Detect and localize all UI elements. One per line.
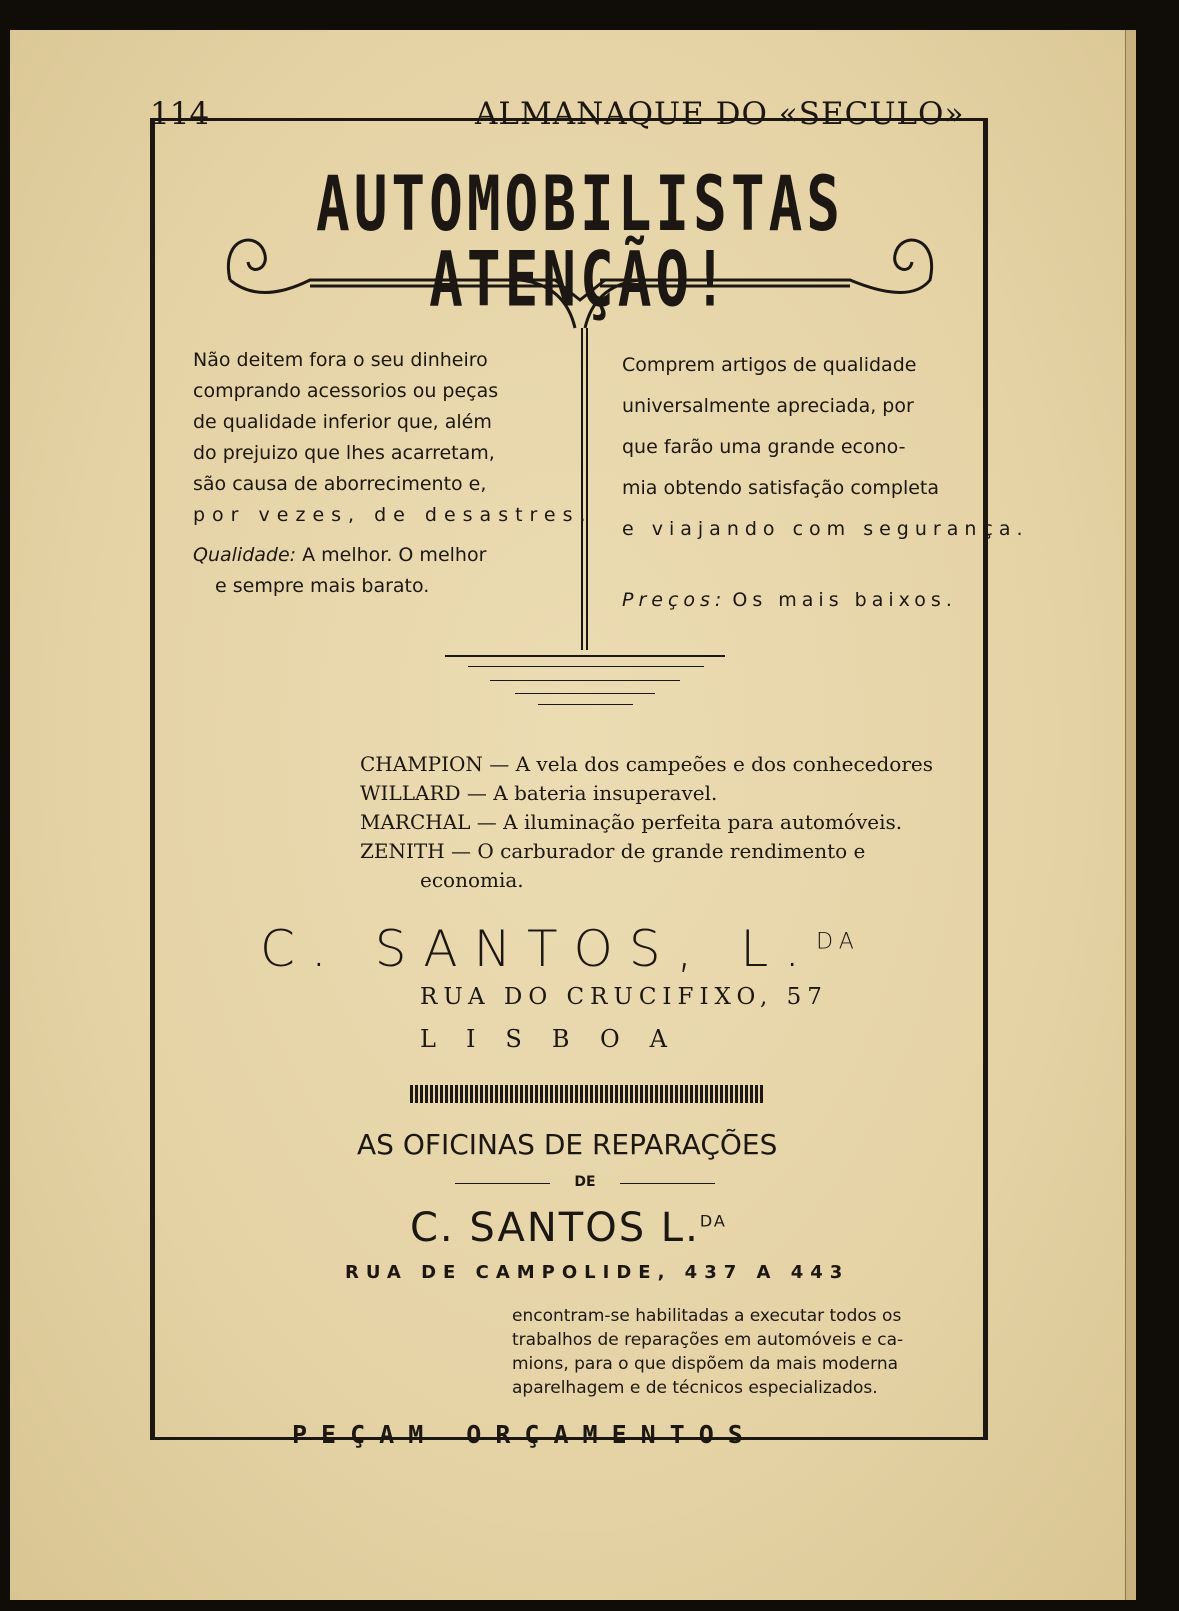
company-name — [260, 920, 900, 978]
description-line: mions, para o que dispõem da mais moderna — [512, 1354, 899, 1374]
quality-text: A melhor. O melhor — [302, 544, 487, 566]
left-line: por vezes, de desastres. — [193, 504, 593, 526]
column-divider — [581, 328, 588, 650]
brand-item: ZENITH — O carburador de grande rendimento e — [360, 839, 866, 863]
quality-text-2: e sempre mais barato. — [215, 575, 430, 597]
brand-item: CHAMPION — A vela dos campeões e dos conhecedores — [360, 752, 933, 776]
workshops-description — [512, 1304, 903, 1400]
page-number: 114 — [150, 96, 210, 132]
right-line: que farão uma grande econo- — [622, 436, 906, 458]
company-name-text: C. SANTOS, L. — [260, 920, 817, 978]
company-address: RUA DO CRUCIFIXO, 57 — [420, 984, 828, 1010]
call-to-action: PEÇAM ORÇAMENTOS — [292, 1420, 757, 1449]
taper-rule — [515, 693, 655, 694]
brand-item: MARCHAL — A iluminação perfeita para automóveis. — [360, 810, 903, 834]
workshops-company-suffix: DA — [699, 1211, 727, 1231]
workshops-heading: AS OFICINAS DE REPARAÇÕES — [357, 1128, 778, 1161]
description-line: trabalhos de reparações em automóveis e ca- — [512, 1330, 904, 1350]
taper-rule — [445, 655, 725, 657]
right-line: universalmente apreciada, por — [622, 395, 914, 417]
right-column — [622, 345, 1029, 621]
description-line: aparelhagem e de técnicos especializados. — [512, 1378, 878, 1398]
right-line: mia obtendo satisfação completa — [622, 477, 940, 499]
price-text: Os mais baixos. — [732, 589, 957, 611]
taper-rule — [538, 704, 633, 705]
left-column — [193, 345, 593, 602]
left-line: Não deitem fora o seu dinheiro — [193, 349, 488, 371]
price-label: Preços: — [622, 589, 727, 611]
page-gutter — [1125, 30, 1136, 1600]
workshops-address: RUA DE CAMPOLIDE, 437 A 443 — [345, 1262, 850, 1283]
description-line: encontram-se habilitadas a executar todos os — [512, 1306, 902, 1326]
right-line: e viajando com segurança. — [622, 518, 1029, 540]
left-line: do prejuizo que lhes acarretam, — [193, 442, 495, 464]
company-name-suffix: DA — [816, 929, 860, 955]
brand-list — [360, 750, 933, 895]
left-line: são causa de aborrecimento e, — [193, 473, 487, 495]
left-line: comprando acessorios ou peças — [193, 380, 499, 402]
left-line: de qualidade inferior que, além — [193, 411, 492, 433]
workshops-company-text: C. SANTOS L. — [410, 1205, 700, 1251]
brand-item-continued: economia. — [420, 868, 524, 892]
right-line: Comprem artigos de qualidade — [622, 354, 917, 376]
decorative-bar-rule — [410, 1085, 764, 1103]
quality-label: Qualidade: — [193, 544, 297, 566]
company-city: LISBOA — [420, 1025, 697, 1053]
workshops-company — [410, 1205, 727, 1251]
taper-rule — [490, 680, 680, 681]
taper-rule — [468, 666, 704, 667]
workshops-connector: DE — [455, 1174, 715, 1190]
quality-line — [193, 540, 553, 571]
advert-headline: AUTOMOBILISTAS ATENÇÃO! — [315, 161, 844, 325]
running-title: ALMANAQUE DO «SECULO» — [475, 96, 965, 132]
brand-item: WILLARD — A bateria insuperavel. — [360, 781, 718, 805]
prices-line — [622, 580, 982, 621]
